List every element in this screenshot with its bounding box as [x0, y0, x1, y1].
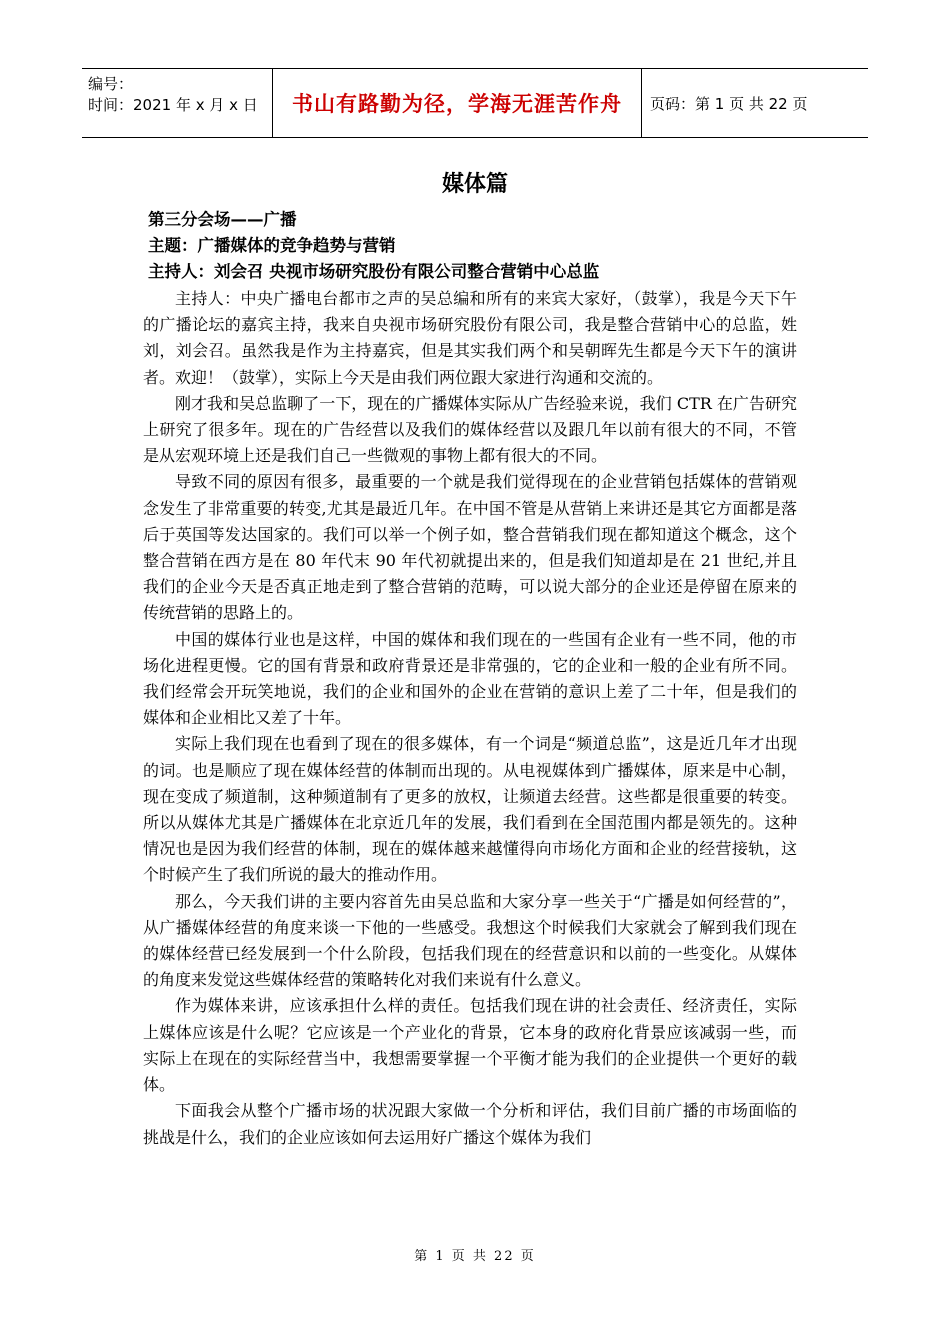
body-paragraph: 刚才我和吴总监聊了一下，现在的广播媒体实际从广告经验来说，我们 CTR 在广告研究上研究了很多年。现在的广告经营以及我们的媒体经营以及跟几年以前有很大的不同，不管是从宏观环境上还是我们自己一些微观的事物上都有很大的不同。: [143, 393, 797, 466]
session-info: [148, 207, 808, 285]
body-paragraph: 实际上我们现在也看到了现在的很多媒体，有一个词是“频道总监”，这是近几年才出现的词。也是顺应了现在媒体经营的体制而出现的。从电视媒体到广播媒体，原来是中心制，现在变成了频道制，这种频道制有了更多的放权，让频道去经营。这些都是很重要的转变。所以从媒体尤其是广播媒体在北京近几年的发展，我们看到在全国范围内都是领先的。这种情况也是因为我们经营的体制，现在的媒体越来越懂得向市场化方面和企业的经营接轨，这个时候产生了我们所说的最大的推动作用。: [143, 734, 797, 885]
session-host: 主持人：刘会召 央视市场研究股份有限公司整合营销中心总监: [148, 262, 600, 281]
document-number-label: 编号：: [88, 75, 134, 93]
document-title: 媒体篇: [441, 172, 508, 197]
document-header: [82, 68, 868, 138]
document-body: [143, 286, 797, 1151]
page-footer: 第 1 页 共 22 页: [414, 1249, 536, 1264]
session-venue: 第三分会场——广播: [148, 210, 297, 229]
body-paragraph: 主持人：中央广播电台都市之声的吴总编和所有的来宾大家好，（鼓掌），我是今天下午的广播论坛的嘉宾主持，我来自央视市场研究股份有限公司，我是整合营销中心的总监，姓刘，刘会召。虽然我是作为主持嘉宾，但是其实我们两个和吴朝晖先生都是今天下午的演讲者。欢迎！（鼓掌），实际上今天是由我们两位跟大家进行沟通和交流的。: [143, 289, 797, 387]
body-paragraph: 下面我会从整个广播市场的状况跟大家做一个分析和评估，我们目前广播的市场面临的挑战是什么，我们的企业应该如何去运用好广播这个媒体为我们: [143, 1101, 797, 1147]
session-topic: 主题：广播媒体的竞争趋势与营销: [148, 236, 396, 255]
header-motto: 书山有路勤为径，学海无涯苦作舟: [272, 69, 642, 137]
body-paragraph: 作为媒体来讲，应该承担什么样的责任。包括我们现在讲的社会责任、经济责任，实际上媒体应该是什么呢？它应该是一个产业化的背景，它本身的政府化背景应该减弱一些，而实际上在现在的实际经营当中，我想需要掌握一个平衡才能为我们的企业提供一个更好的载体。: [143, 996, 797, 1095]
header-meta: [82, 69, 272, 137]
document-date: 时间：2021 年 x 月 x 日: [88, 96, 258, 114]
header-page-info: 页码：第 1 页 共 22 页: [650, 94, 808, 113]
body-paragraph: 导致不同的原因有很多，最重要的一个就是我们觉得现在的企业营销包括媒体的营销观念发生了非常重要的转变,尤其是最近几年。在中国不管是从营销上来讲还是其它方面都是落后于英国等发达国家的。我们可以举一个例子如，整合营销我们现在都知道这个概念，这个整合营销在西方是在 80 年代末 90 年代初就提出来的，但是我们知道却是在 21 世纪,并且我们的企业今天是否真正地走到了整合营销的范畴，可以说大部分的企业还是停留在原来的传统营销的思路上的。: [143, 472, 797, 623]
body-paragraph: 中国的媒体行业也是这样，中国的媒体和我们现在的一些国有企业有一些不同，他的市场化进程更慢。它的国有背景和政府背景还是非常强的，它的企业和一般的企业有所不同。我们经常会开玩笑地说，我们的企业和国外的企业在营销的意识上差了二十年，但是我们的媒体和企业相比又差了十年。: [143, 629, 797, 728]
body-paragraph: 那么，今天我们讲的主要内容首先由吴总监和大家分享一些关于“广播是如何经营的”，从广播媒体经营的角度来谈一下他的一些感受。我想这个时候我们大家就会了解到我们现在的媒体经营已经发展到一个什么阶段，包括我们现在的经营意识和以前的一些变化。从媒体的角度来发觉这些媒体经营的策略转化对我们来说有什么意义。: [143, 891, 797, 990]
